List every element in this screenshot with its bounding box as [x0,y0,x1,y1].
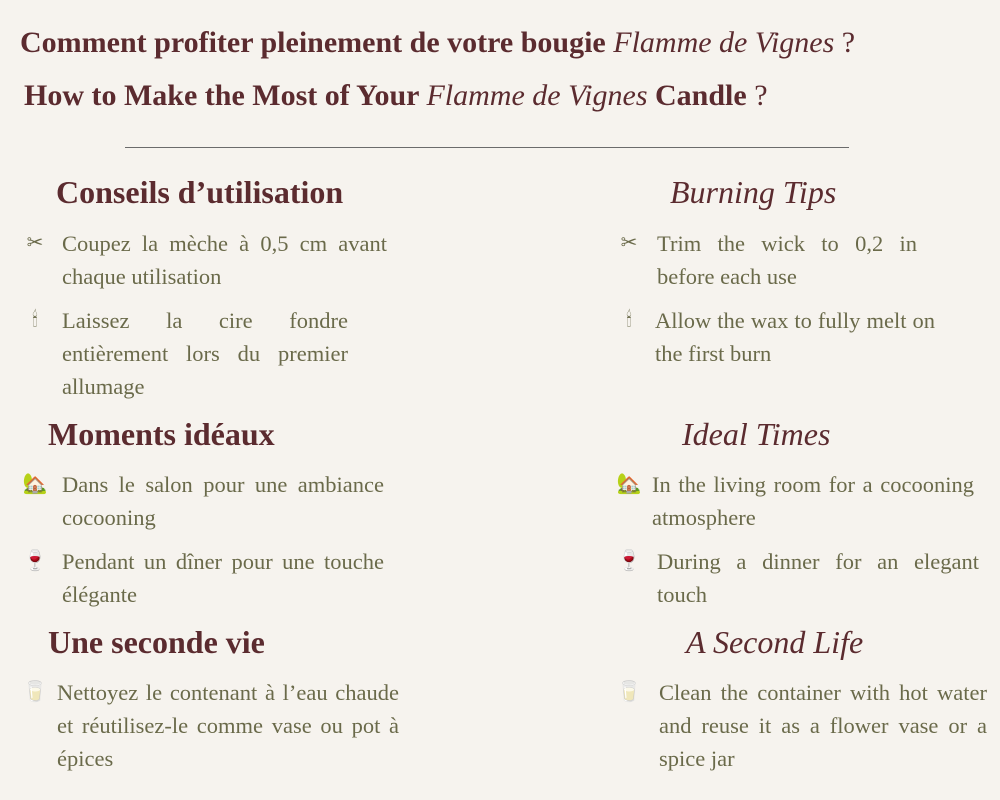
usage-en-item-2-text: Allow the wax to fully melt on the first burn [655,308,935,366]
wine-glass-icon: 🍷 [616,550,642,572]
glass-icon: 🥛 [22,681,48,703]
moments-en-item-1 [616,468,986,534]
title-english-suffix: ? [746,79,768,112]
second-life-fr-item-1 [22,676,402,775]
house-icon: 🏡 [616,473,642,495]
usage-en-item-1 [616,227,986,293]
scissors-icon: ✂ [620,232,638,254]
usage-fr-item-1 [22,227,392,293]
heading-usage-en: Burning Tips [670,174,837,210]
candle-icon: 🕯 [626,309,632,331]
glass-icon: 🥛 [616,681,642,703]
title-english-product: Flamme de Vignes [426,79,648,112]
second-life-en-item-1 [616,676,996,775]
moments-fr-item-2 [22,545,392,611]
house-icon: 🏡 [22,473,48,495]
second-life-en-item-1-text: Clean the container with hot water and reuse it as a flower vase or a spice jar [659,680,987,771]
moments-fr-item-1-text: Dans le salon pour une ambiance cocooning [62,472,384,530]
divider [125,147,849,148]
moments-en-item-2-text: During a dinner for an elegant touch [657,549,979,607]
usage-fr-item-2-text: Laissez la cire fondre entièrement lors du premier allumage [62,308,348,399]
moments-en-item-2 [616,545,986,611]
heading-usage-fr: Conseils d’utilisation [56,174,344,210]
second-life-fr-item-1-text: Nettoyez le contenant à l’eau chaude et réutilisez-le comme vase ou pot à épices [57,680,399,771]
moments-fr-item-1 [22,468,392,534]
title-french [20,26,855,60]
heading-second-life-fr: Une seconde vie [48,624,265,660]
title-french-suffix: ? [834,26,856,59]
heading-moments-fr: Moments idéaux [48,416,275,452]
heading-moments-en: Ideal Times [682,416,831,452]
moments-en-item-1-text: In the living room for a cocooning atmosphere [652,472,974,530]
heading-second-life-en: A Second Life [686,624,864,660]
usage-fr-item-1-text: Coupez la mèche à 0,5 cm avant chaque utilisation [62,231,387,289]
scissors-icon: ✂ [26,232,44,254]
usage-en-item-1-text: Trim the wick to 0,2 in before each use [657,231,917,289]
candle-icon: 🕯 [32,309,38,331]
title-french-text: Comment profiter pleinement de votre bougie [20,26,614,59]
usage-fr-item-2 [22,304,392,403]
moments-fr-item-2-text: Pendant un dîner pour une touche élégante [62,549,384,607]
title-english [24,79,768,113]
wine-glass-icon: 🍷 [22,550,48,572]
title-english-middle: Candle [647,79,747,112]
usage-en-item-2 [616,304,986,370]
title-english-text: How to Make the Most of Your [24,79,427,112]
title-french-product: Flamme de Vignes [613,26,835,59]
